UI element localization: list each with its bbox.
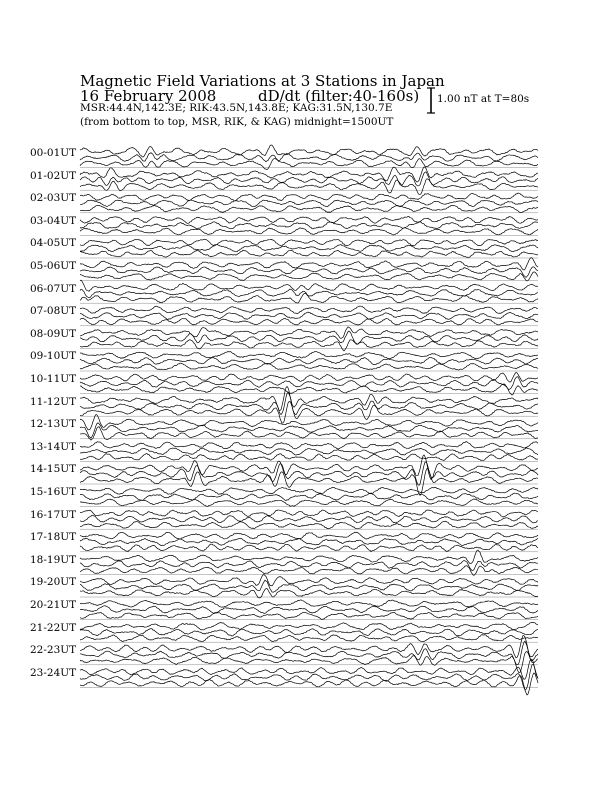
- trace-rik-11-12ut: [80, 392, 538, 414]
- hour-label: 08-09UT: [30, 327, 77, 340]
- trace-kag-13-14ut: [80, 442, 538, 449]
- hour-label: 05-06UT: [30, 260, 77, 272]
- trace-kag-04-05ut: [80, 239, 538, 246]
- order-label: (from bottom to top, MSR, RIK, & KAG) midnight=1500UT: [80, 116, 394, 128]
- trace-kag-01-02ut: [80, 167, 538, 182]
- trace-kag-17-18ut: [80, 532, 538, 539]
- trace-msr-19-20ut: [80, 589, 538, 598]
- chart-title: Magnetic Field Variations at 3 Stations in Japan: [80, 72, 445, 90]
- trace-rik-16-17ut: [80, 515, 538, 523]
- scale-bar-icon: [427, 88, 435, 113]
- trace-kag-15-16ut: [80, 487, 538, 494]
- hour-label: 04-05UT: [30, 237, 77, 250]
- trace-kag-14-15ut: [80, 455, 538, 480]
- trace-msr-03-04ut: [80, 228, 538, 235]
- trace-msr-13-14ut: [80, 454, 538, 461]
- trace-rik-19-20ut: [80, 580, 538, 592]
- hour-label: 11-12UT: [30, 395, 77, 408]
- trace-msr-16-17ut: [80, 521, 538, 528]
- trace-msr-20-21ut: [80, 612, 538, 619]
- hour-label: 21-22UT: [30, 621, 77, 634]
- hour-label: 19-20UT: [30, 576, 77, 589]
- trace-kag-00-01ut: [80, 145, 538, 157]
- trace-rik-21-22ut: [80, 629, 538, 636]
- hour-label: 15-16UT: [30, 486, 77, 498]
- traces: [80, 145, 538, 695]
- trace-rik-07-08ut: [80, 312, 538, 319]
- trace-kag-20-21ut: [80, 600, 538, 607]
- hour-label: 23-24UT: [30, 666, 77, 679]
- hour-label: 14-15UT: [30, 463, 77, 476]
- trace-rik-23-24ut: [80, 665, 538, 690]
- trace-kag-10-11ut: [80, 372, 538, 382]
- filter-label: dD/dt (filter:40-160s): [258, 87, 420, 105]
- hour-label: 13-14UT: [30, 440, 77, 453]
- hour-label: 17-18UT: [30, 531, 77, 544]
- trace-kag-03-04ut: [80, 216, 538, 223]
- trace-msr-05-06ut: [80, 272, 538, 281]
- trace-msr-00-01ut: [80, 159, 538, 170]
- trace-msr-09-10ut: [80, 363, 538, 370]
- trace-kag-19-20ut: [80, 575, 538, 586]
- hour-label: 01-02UT: [30, 169, 77, 182]
- hour-label: 07-08UT: [30, 305, 77, 318]
- hour-label: 00-01UT: [30, 147, 77, 159]
- trace-msr-11-12ut: [80, 402, 538, 423]
- trace-rik-08-09ut: [80, 331, 538, 344]
- hour-label: 03-04UT: [30, 214, 77, 227]
- trace-rik-02-03ut: [80, 200, 538, 207]
- hour-label: 18-19UT: [30, 553, 77, 566]
- trace-rik-18-19ut: [80, 560, 538, 570]
- trace-rik-01-02ut: [80, 172, 538, 186]
- hour-label: 09-10UT: [30, 350, 77, 363]
- trace-msr-15-16ut: [80, 499, 538, 507]
- hour-label: 16-17UT: [30, 508, 77, 521]
- trace-rik-15-16ut: [80, 493, 538, 500]
- trace-msr-21-22ut: [80, 635, 538, 642]
- trace-kag-16-17ut: [80, 510, 538, 517]
- trace-rik-09-10ut: [80, 357, 538, 365]
- trace-msr-12-13ut: [80, 427, 538, 441]
- trace-rik-06-07ut: [80, 289, 538, 298]
- date-label: 16 February 2008: [80, 87, 217, 105]
- trace-msr-07-08ut: [80, 318, 538, 325]
- trace-msr-04-05ut: [80, 250, 538, 257]
- trace-msr-02-03ut: [80, 205, 538, 212]
- trace-kag-18-19ut: [80, 550, 538, 564]
- trace-msr-23-24ut: [80, 673, 538, 695]
- trace-kag-09-10ut: [80, 351, 538, 359]
- trace-rik-05-06ut: [80, 267, 538, 278]
- trace-msr-08-09ut: [80, 340, 538, 351]
- trace-msr-17-18ut: [80, 544, 538, 551]
- scale-label: 1.00 nT at T=80s: [437, 93, 530, 105]
- hour-label: 12-13UT: [30, 418, 77, 431]
- trace-kag-12-13ut: [80, 415, 538, 430]
- trace-msr-06-07ut: [80, 293, 538, 303]
- trace-rik-17-18ut: [80, 538, 538, 545]
- trace-kag-02-03ut: [80, 193, 538, 201]
- hour-label: 02-03UT: [30, 192, 77, 205]
- hour-label: 22-23UT: [30, 644, 77, 657]
- trace-rik-03-04ut: [80, 222, 538, 229]
- hour-label: 06-07UT: [30, 282, 77, 295]
- trace-kag-06-07ut: [80, 280, 538, 291]
- trace-kag-21-22ut: [80, 622, 538, 630]
- stations-label: MSR:44.4N,142.3E; RIK:43.5N,143.8E; KAG:31.5N,130.7E: [80, 102, 393, 114]
- hour-label: 10-11UT: [30, 373, 77, 385]
- hour-label: 20-21UT: [30, 599, 77, 611]
- trace-kag-05-06ut: [80, 258, 538, 270]
- trace-rik-13-14ut: [80, 448, 538, 455]
